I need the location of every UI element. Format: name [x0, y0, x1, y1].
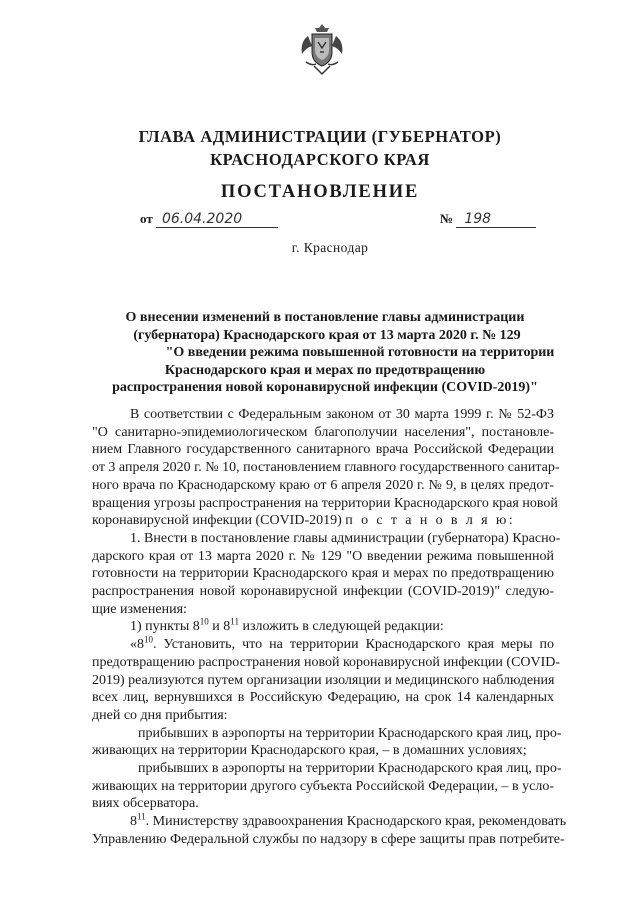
- text-fragment: . Установить, что на территории Краснодарского края меры по: [153, 637, 554, 653]
- text-line: вращения угрозы распространения на территории Краснодарского края новой: [92, 495, 558, 511]
- superscript: 10: [199, 616, 209, 627]
- text-line: [92, 811, 567, 831]
- paragraph-1: [92, 530, 561, 619]
- text-line: готовности на территории Краснодарского края и мерах по предотвращению: [92, 566, 554, 582]
- text-line: [92, 512, 554, 530]
- paragraph-subitem-1: [92, 618, 554, 636]
- text-fragment: . Министерству здравоохранения Краснодарского края, рекомендовать: [145, 814, 567, 830]
- superscript: 11: [230, 616, 239, 627]
- paragraph-other-residents: [92, 760, 562, 813]
- paragraph-8-11: [92, 811, 567, 848]
- text-line: прибывших в аэропорты на территории Краснодарского края лиц, про-: [138, 725, 562, 741]
- city: г. Краснодар: [291, 240, 369, 255]
- title-line: "О введении режима повышенной готовности на территории: [165, 345, 555, 360]
- krasnodar-coat-of-arms-icon: [298, 22, 346, 78]
- text-line: виях обсерватора.: [92, 796, 199, 812]
- title-line: (губернатора) Краснодарского края от 13 марта 2020 г. № 129: [133, 327, 521, 343]
- text-fragment: изложить в следующей редакции:: [238, 619, 444, 635]
- document-body: [92, 406, 567, 849]
- number-field: [440, 211, 536, 228]
- text-line: прибывших в аэропорты на территории Краснодарского края лиц, про-: [138, 761, 562, 777]
- text-line: [92, 618, 554, 636]
- text-fragment: и 8: [208, 619, 231, 635]
- text-line: дарского края от 13 марта 2020 г. № 129 "О введении режима повышенной: [92, 548, 554, 564]
- text-line: нием Главного государственного санитарного врача Российской Федерации: [92, 442, 554, 458]
- text-line: Управлению Федеральной службы по надзору в сфере защиты прав потребите-: [92, 831, 565, 847]
- text-line: всех лиц, вернувшихся в Российскую Федерацию, на срок 14 календарных: [92, 690, 554, 706]
- date-field: [140, 211, 278, 228]
- title-line: Краснодарского края и мерах по предотвращению: [164, 362, 486, 378]
- text-fragment: коронавирусной инфекции (COVID-2019): [92, 513, 342, 529]
- text-line: [92, 636, 554, 654]
- text-line: "О санитарно-эпидемиологическом благополучии населения", постановле-: [92, 424, 554, 440]
- superscript: 10: [144, 634, 153, 645]
- paragraph-local-residents: [92, 725, 562, 760]
- text-line: живающих на территории Краснодарского края, – в домашних условиях;: [92, 743, 527, 759]
- date-prefix: от: [140, 211, 153, 226]
- text-line: предотвращению распространения новой коронавирусной инфекции (COVID-: [92, 654, 561, 670]
- text-fragment: 8: [130, 814, 137, 830]
- title-line: О внесении изменений в постановление главы администрации: [125, 310, 525, 325]
- text-line: щие изменения:: [92, 601, 187, 617]
- text-line: В соответствии с Федеральным законом от 30 марта 1999 г. № 52-ФЗ: [130, 407, 554, 422]
- issuer-line-1: ГЛАВА АДМИНИСТРАЦИИ (ГУБЕРНАТОР): [138, 127, 502, 146]
- issuer-line-2: КРАСНОДАРСКОГО КРАЯ: [210, 150, 430, 169]
- number-prefix: №: [440, 211, 454, 226]
- text-line: 2019) реализуются путем организации изоляции и медицинского наблюдения: [92, 672, 555, 688]
- text-line: ного врача по Краснодарскому краю от 6 апреля 2020 г. № 9, в целях предот-: [92, 477, 554, 493]
- number-value: 198: [464, 211, 492, 227]
- text-line: распространения новой коронавирусной инфекции (COVID-2019)" следую-: [92, 584, 554, 600]
- text-line: от 3 апреля 2020 г. № 10, постановлением главного государственного санитар-: [92, 460, 560, 476]
- text-line: дней со дня прибытия:: [92, 707, 228, 723]
- paragraph-preamble: [92, 406, 560, 530]
- resolve-word: п о с т а н о в л я ю:: [345, 513, 515, 529]
- document-title: [90, 309, 560, 397]
- document-type: ПОСТАНОВЛЕНИЕ: [220, 182, 420, 202]
- superscript: 11: [137, 811, 146, 822]
- text-line: живающих на территории другого субъекта Российской Федерации, – в усло-: [92, 778, 554, 794]
- title-line: распространения новой коронавирусной инфекции (COVID-2019)": [112, 380, 538, 395]
- text-line: 1. Внести в постановление главы администрации (губернатора) Красно-: [130, 530, 561, 546]
- date-value: 06.04.2020: [161, 211, 243, 227]
- paragraph-8-10: [92, 634, 561, 725]
- text-fragment: «8: [130, 637, 144, 653]
- text-fragment: 1) пункты 8: [130, 619, 200, 635]
